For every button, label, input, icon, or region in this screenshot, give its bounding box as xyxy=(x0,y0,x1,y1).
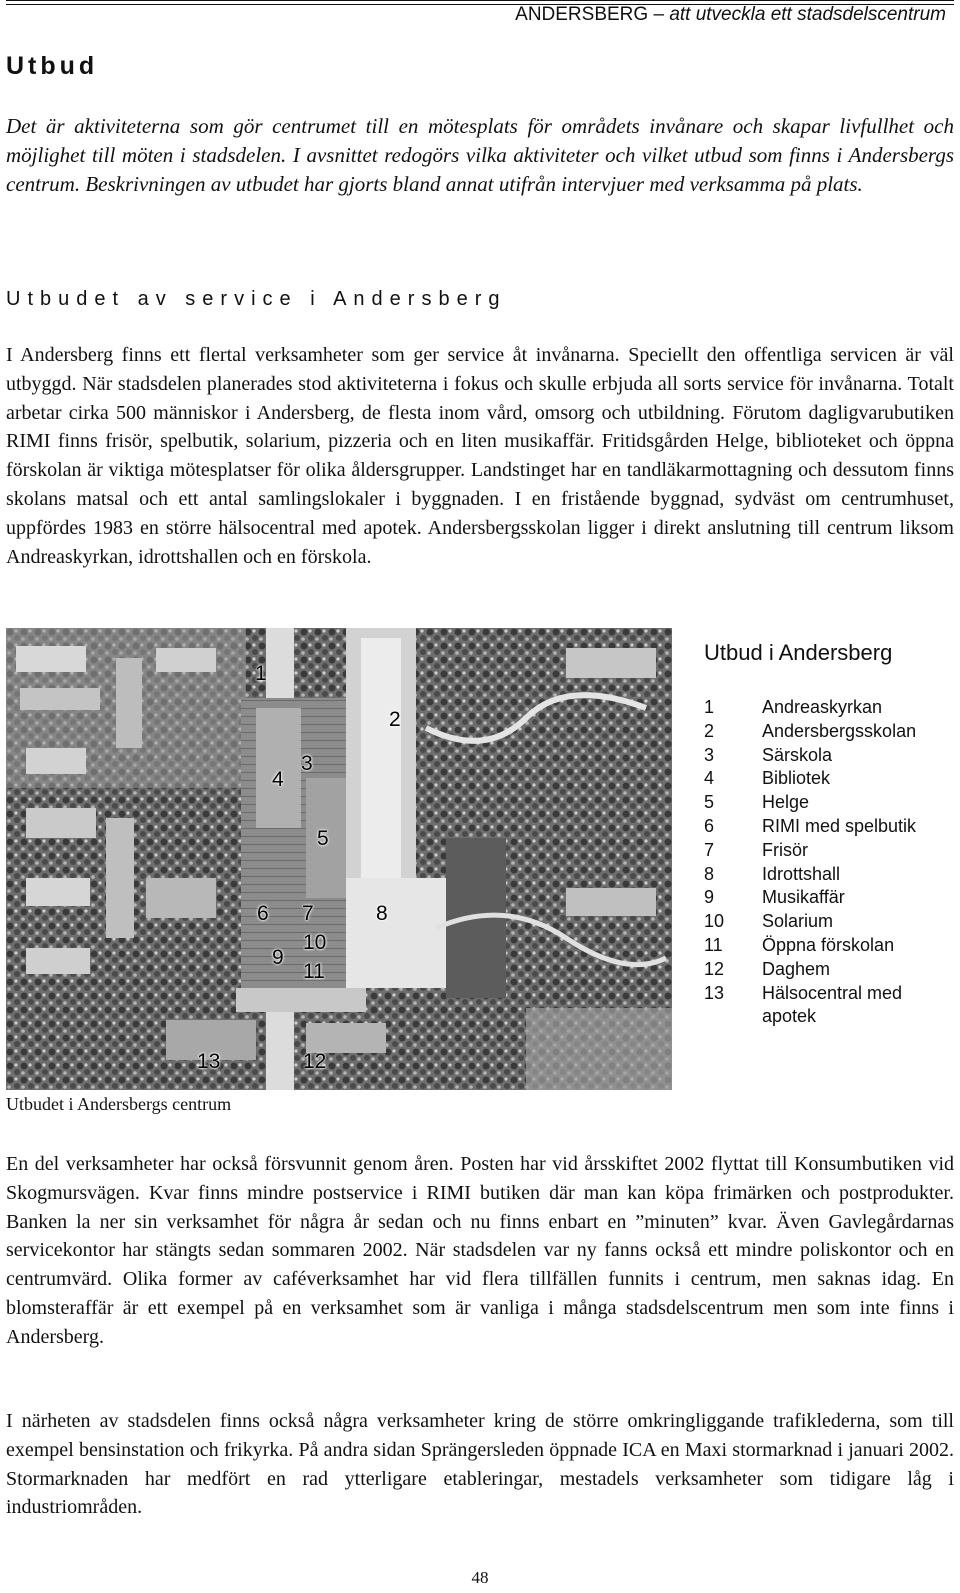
page-number: 48 xyxy=(471,1568,489,1587)
legend-number: 13 xyxy=(704,982,725,1003)
section-title: Utbud xyxy=(6,52,99,80)
legend-item xyxy=(704,886,954,910)
legend-item xyxy=(704,744,954,768)
legend-text: Andreaskyrkan xyxy=(762,697,883,717)
running-header xyxy=(515,4,946,26)
map-label-11: 11 xyxy=(303,960,325,983)
intro-paragraph: Det är aktiviteterna som gör centrumet till en mötesplats för områdets invånare och skapar livfullhet och möjlighet till möten i stadsdelen. I avsnittet redogörs vilka aktiviteter och vilket utbud som finns i Andersbergs centrum. Beskrivningen av utbudet har gjorts bland annat utifrån intervjuer med verksamma på plats. xyxy=(6,114,954,196)
legend-text: Andersbergsskolan xyxy=(762,720,917,741)
map-caption: Utbudet i Andersbergs centrum xyxy=(6,1094,232,1114)
map-label-12: 12 xyxy=(303,1050,327,1073)
legend-item xyxy=(704,696,954,720)
legend-number: 5 xyxy=(704,792,715,813)
legend-number: 3 xyxy=(704,744,715,765)
legend-item xyxy=(704,839,954,863)
map-label-2: 2 xyxy=(389,708,401,731)
header-separator: – xyxy=(653,4,665,25)
header-title: ANDERSBERG xyxy=(515,4,649,25)
map-label-6: 6 xyxy=(257,902,269,925)
legend-text: Bibliotek xyxy=(762,768,831,789)
aerial-map xyxy=(6,628,672,1090)
legend-list xyxy=(704,696,954,1029)
map-label-10: 10 xyxy=(303,931,327,954)
map-label-5: 5 xyxy=(317,827,329,850)
legend-item xyxy=(704,720,954,744)
legend-text: Frisör xyxy=(762,839,808,860)
legend-item xyxy=(704,982,954,1030)
legend-text: Särskola xyxy=(762,744,833,765)
legend-number: 2 xyxy=(704,720,715,741)
map-legend xyxy=(704,640,954,1029)
map-label-8: 8 xyxy=(376,902,388,925)
legend-number: 8 xyxy=(704,863,715,884)
legend-item xyxy=(704,767,954,791)
subsection-title: Utbudet av service i Andersberg xyxy=(6,288,507,310)
legend-item xyxy=(704,910,954,934)
legend-text: Idrottshall xyxy=(762,863,841,884)
legend-number: 12 xyxy=(704,958,725,979)
legend-number: 7 xyxy=(704,839,715,860)
legend-number: 11 xyxy=(704,934,723,955)
legend-text: Daghem xyxy=(762,958,831,979)
legend-item xyxy=(704,791,954,815)
header-subtitle: att utveckla ett stadsdelscentrum xyxy=(669,4,946,25)
map-label-13: 13 xyxy=(197,1050,221,1073)
map-label-7: 7 xyxy=(302,902,314,925)
legend-text: RIMI med spelbutik xyxy=(762,815,917,836)
legend-text: Öppna förskolan xyxy=(762,934,895,955)
legend-title: Utbud i Andersberg xyxy=(704,640,893,665)
map-label-4: 4 xyxy=(272,768,284,791)
legend-item xyxy=(704,934,954,958)
map-label-1: 1 xyxy=(255,662,267,685)
legend-item xyxy=(704,958,954,982)
legend-number: 6 xyxy=(704,815,715,836)
aerial-photo-graphic xyxy=(6,628,672,1090)
body-paragraph-2: En del verksamheter har också försvunnit genom åren. Posten har vid årsskiftet 2002 flyttat till Konsumbutiken vid Skogmursvägen. Kvar finns mindre postservice i RIMI butiken där man kan köpa frimärken och postprodukter. Banken la ner sin verksamhet för några år sedan och nu finns enbart en ”minuten” kvar. Även Gavlegårdarnas servicekontor har stängts sedan sommaren 2002. När stadsdelen var ny fanns också ett mindre poliskontor och en centrumvärd. Olika former av caféverksamhet har vid flera tillfällen funnits i centrum, men saknas idag. En blomsteraffär är ett exempel på en verksamhet som är vanliga i många stadsdelscentrum men som inte finns i Andersberg. xyxy=(6,1153,954,1348)
legend-item xyxy=(704,815,954,839)
body-paragraph-3: I närheten av stadsdelen finns också några verksamheter kring de större omkringliggande trafiklederna, som till exempel bensinstation och frikyrka. På andra sidan Sprängersleden öppnade ICA en Maxi stormarknad i januari 2002. Stormarknaden har medfört en rad ytterligare etableringar, mestadels verksamheter som tidigare låg i industriområden. xyxy=(6,1410,954,1519)
map-label-3: 3 xyxy=(301,752,313,775)
legend-number: 4 xyxy=(704,768,715,789)
legend-text: Solarium xyxy=(762,911,834,932)
legend-number: 10 xyxy=(704,911,725,932)
legend-number: 9 xyxy=(704,887,715,908)
legend-item xyxy=(704,863,954,887)
body-paragraph-1: I Andersberg finns ett flertal verksamheter som ger service åt invånarna. Speciellt den offentliga servicen är väl utbyggd. När stadsdelen planerades stod aktiviteterna i fokus och skulle erbjuda all sorts service för invånarna. Totalt arbetar cirka 500 människor i Andersberg, de flesta inom vård, omsorg och utbildning. Förutom dagligvarubutiken RIMI finns frisör, spelbutik, solarium, pizzeria och en liten musikaffär. Fritidsgården Helge, biblioteket och öppna förskolan är viktiga mötesplatser för olika åldersgrupper. Landstinget har en tandläkarmottagning och dessutom finns skolans matsal och ett antal samlingslokaler i byggnaden. I en fristående byggnad, sydväst om centrumhuset, uppfördes 1983 en större hälsocentral med apotek. Andersbergsskolan ligger i direkt anslutning till centrum liksom Andreaskyrkan, idrottshallen och en förskola. xyxy=(6,344,954,568)
map-label-9: 9 xyxy=(272,946,284,969)
legend-text: Helge xyxy=(762,792,810,813)
legend-text: Musikaffär xyxy=(762,887,845,908)
legend-number: 1 xyxy=(704,697,715,717)
legend-text: Hälsocentral med apotek xyxy=(762,982,903,1027)
